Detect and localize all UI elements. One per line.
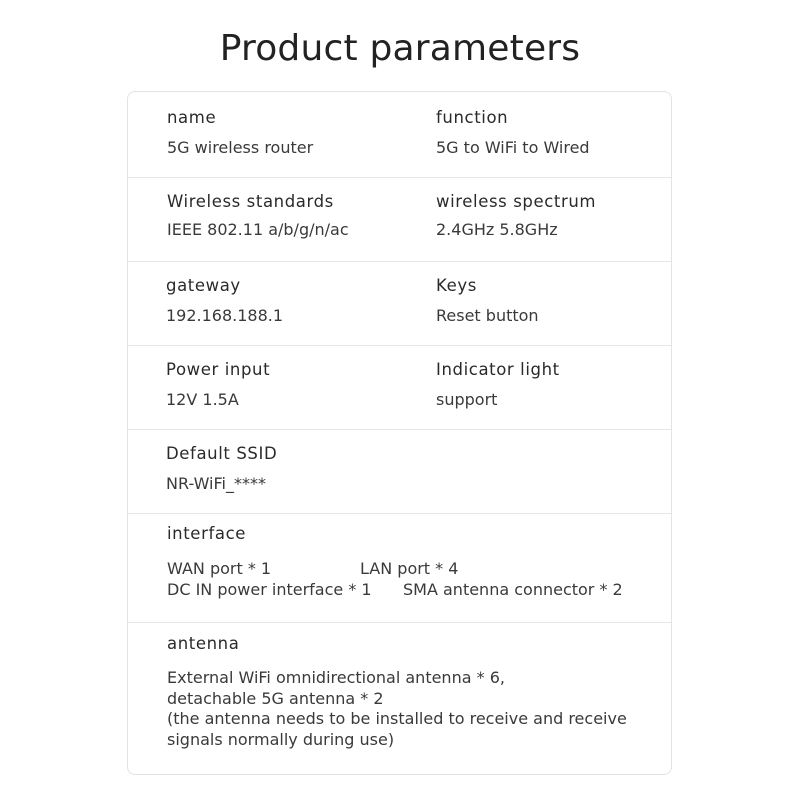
param-row-gateway-keys bbox=[128, 262, 671, 346]
param-value-wireless-spectrum: 2.4GHz 5.8GHz bbox=[436, 220, 558, 239]
param-value-function: 5G to WiFi to Wired bbox=[436, 138, 590, 157]
param-value-default-ssid: NR-WiFi_**** bbox=[166, 474, 266, 493]
param-value-indicator-light: support bbox=[436, 390, 498, 409]
param-label-wireless-standards: Wireless standards bbox=[167, 192, 334, 211]
param-value-name: 5G wireless router bbox=[167, 138, 314, 157]
param-row-name-function bbox=[128, 92, 671, 178]
interface-dc-in-power: DC IN power interface * 1 bbox=[167, 580, 372, 599]
antenna-line-3: (the antenna needs to be installed to receive and receive bbox=[167, 709, 627, 728]
antenna-line-1: External WiFi omnidirectional antenna * 6, bbox=[167, 668, 505, 687]
param-value-wireless-standards: IEEE 802.11 a/b/g/n/ac bbox=[167, 220, 349, 239]
param-value-keys: Reset button bbox=[436, 306, 539, 325]
param-row-default-ssid bbox=[128, 430, 671, 514]
param-label-keys: Keys bbox=[436, 276, 477, 295]
param-label-interface: interface bbox=[167, 524, 246, 543]
param-label-name: name bbox=[167, 108, 217, 127]
interface-sma-antenna-connector: SMA antenna connector * 2 bbox=[403, 580, 623, 599]
param-label-wireless-spectrum: wireless spectrum bbox=[436, 192, 597, 211]
param-row-interface bbox=[128, 514, 671, 623]
param-value-power-input: 12V 1.5A bbox=[166, 390, 239, 409]
antenna-line-2: detachable 5G antenna * 2 bbox=[167, 688, 384, 708]
page-title: Product parameters bbox=[219, 28, 581, 69]
antenna-description bbox=[167, 668, 657, 750]
param-row-power-indicator bbox=[128, 346, 671, 430]
param-label-gateway: gateway bbox=[166, 276, 241, 295]
param-value-gateway: 192.168.188.1 bbox=[166, 306, 284, 325]
param-row-standards-spectrum bbox=[128, 178, 671, 262]
param-label-power-input: Power input bbox=[166, 360, 271, 379]
param-label-indicator-light: Indicator light bbox=[436, 360, 560, 379]
antenna-line-4: signals normally during use) bbox=[167, 729, 395, 749]
param-label-function: function bbox=[436, 108, 509, 127]
parameters-card bbox=[127, 91, 672, 775]
interface-lan-port: LAN port * 4 bbox=[360, 559, 459, 578]
param-label-default-ssid: Default SSID bbox=[166, 444, 278, 463]
param-label-antenna: antenna bbox=[167, 634, 240, 653]
interface-wan-port: WAN port * 1 bbox=[167, 559, 272, 578]
param-row-antenna bbox=[128, 623, 671, 776]
